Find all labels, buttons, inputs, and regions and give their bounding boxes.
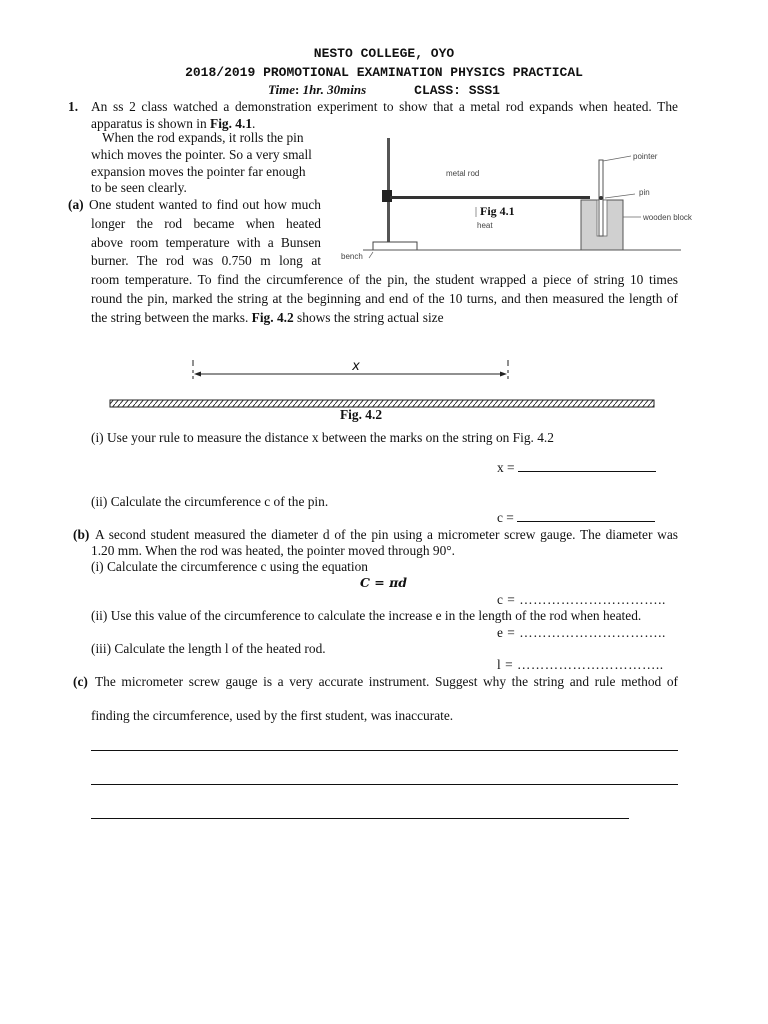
answer-x-row: [497, 460, 656, 476]
part-b-line-2: 1.20 mm. When the rod was heated, the pointer moved through 90°.: [91, 543, 455, 558]
question-b-iii: (iii) Calculate the length l of the heated rod.: [91, 641, 326, 656]
answer-line-2[interactable]: [91, 784, 678, 785]
fig42-ref: Fig. 4.2: [251, 310, 294, 325]
class-label: CLASS: SSS1: [414, 83, 500, 98]
label-pin: pin: [639, 188, 650, 197]
part-c-line-2: finding the circumference, used by the first student, was inaccurate.: [91, 708, 454, 723]
part-b-line-1: A second student measured the diameter d of the pin using a micrometer screw gauge. The diameter was: [95, 527, 678, 542]
fig42-diagram: [100, 350, 662, 412]
label-heat: heat: [477, 221, 493, 230]
x-label: x: [352, 359, 360, 374]
intro-line-2: apparatus is shown in Fig. 4.1.: [91, 116, 256, 131]
label-pointer: pointer: [633, 152, 658, 161]
time-class-row: Time: 1hr. 30mins CLASS: SSS1: [268, 82, 500, 98]
time-value: 1hr. 30mins: [302, 82, 367, 97]
part-c-label: (c): [73, 674, 88, 689]
school-name: NESTO COLLEGE, OYO: [313, 46, 455, 61]
part-a-label: (a): [68, 197, 84, 212]
answer-e[interactable]: e = …………………………..: [497, 625, 666, 640]
part-a-cont-1: room temperature. To find the circumference of the pin, the student wrapped a piece of string 10 times: [91, 272, 678, 287]
part-c-line-1: The micrometer screw gauge is a very accurate instrument. Suggest why the string and rule method of: [95, 674, 678, 689]
time-label: Time: [268, 82, 295, 97]
fig41-ref: Fig. 4.1: [210, 116, 253, 131]
answer-x-field[interactable]: [518, 471, 656, 472]
pin: [599, 196, 603, 200]
question-a-i: (i) Use your rule to measure the distance x between the marks on the string on Fig. 4.2: [91, 430, 554, 445]
part-a-cont-3: the string between the marks. Fig. 4.2 shows the string actual size: [91, 310, 444, 325]
part-a-line-3: above room temperature with a Bunsen: [91, 235, 321, 250]
para-line-3: expansion moves the pointer far enough: [91, 164, 306, 179]
question-number: 1.: [68, 99, 79, 114]
question-a-ii: (ii) Calculate the circumference c of the pin.: [91, 494, 329, 509]
part-a-cont-2: round the pin, marked the string at the beginning and end of the 10 turns, and then measured the length of: [91, 291, 678, 306]
answer-c2[interactable]: c = …………………………..: [497, 592, 666, 607]
string: [110, 400, 654, 407]
part-a-line-1: One student wanted to find out how much: [89, 197, 321, 212]
stand-base: [373, 242, 417, 250]
answer-l[interactable]: l = …………………………..: [497, 657, 664, 672]
label-metal-rod: metal rod: [446, 169, 480, 178]
answer-c-field[interactable]: [517, 521, 655, 522]
fig41-caption: Fig 4.1: [480, 204, 515, 218]
answer-c-row: [497, 510, 655, 526]
part-a-line-2: longer the rod became when heated: [91, 216, 321, 231]
label-bench: bench: [341, 252, 363, 261]
para-line-4: to be seen clearly.: [91, 180, 187, 195]
answer-x-label: x =: [497, 460, 518, 475]
answer-c-label: c =: [497, 510, 518, 525]
question-b-i: (i) Calculate the circumference c using the equation: [91, 559, 368, 574]
fig42-caption: Fig. 4.2: [340, 407, 383, 422]
label-wooden-block: wooden block: [643, 213, 692, 222]
equation: C = πd: [360, 575, 408, 590]
answer-line-3[interactable]: [91, 818, 629, 819]
question-b-ii: (ii) Use this value of the circumference to calculate the increase e in the length of the rod when heated.: [91, 608, 642, 623]
metal-rod: [390, 196, 590, 199]
intro-line-1: An ss 2 class watched a demonstration experiment to show that a metal rod expands when heated. The: [91, 99, 678, 114]
part-a-line-4: burner. The rod was 0.750 m long at: [91, 253, 321, 268]
fig41-diagram: [335, 128, 705, 268]
part-b-label: (b): [73, 527, 90, 542]
para-line-2: which moves the pointer. So a very small: [91, 147, 312, 162]
answer-line-1[interactable]: [91, 750, 678, 751]
para-line-1: When the rod expands, it rolls the pin: [102, 130, 304, 145]
exam-title: 2018/2019 PROMOTIONAL EXAMINATION PHYSICS PRACTICAL: [185, 65, 583, 80]
